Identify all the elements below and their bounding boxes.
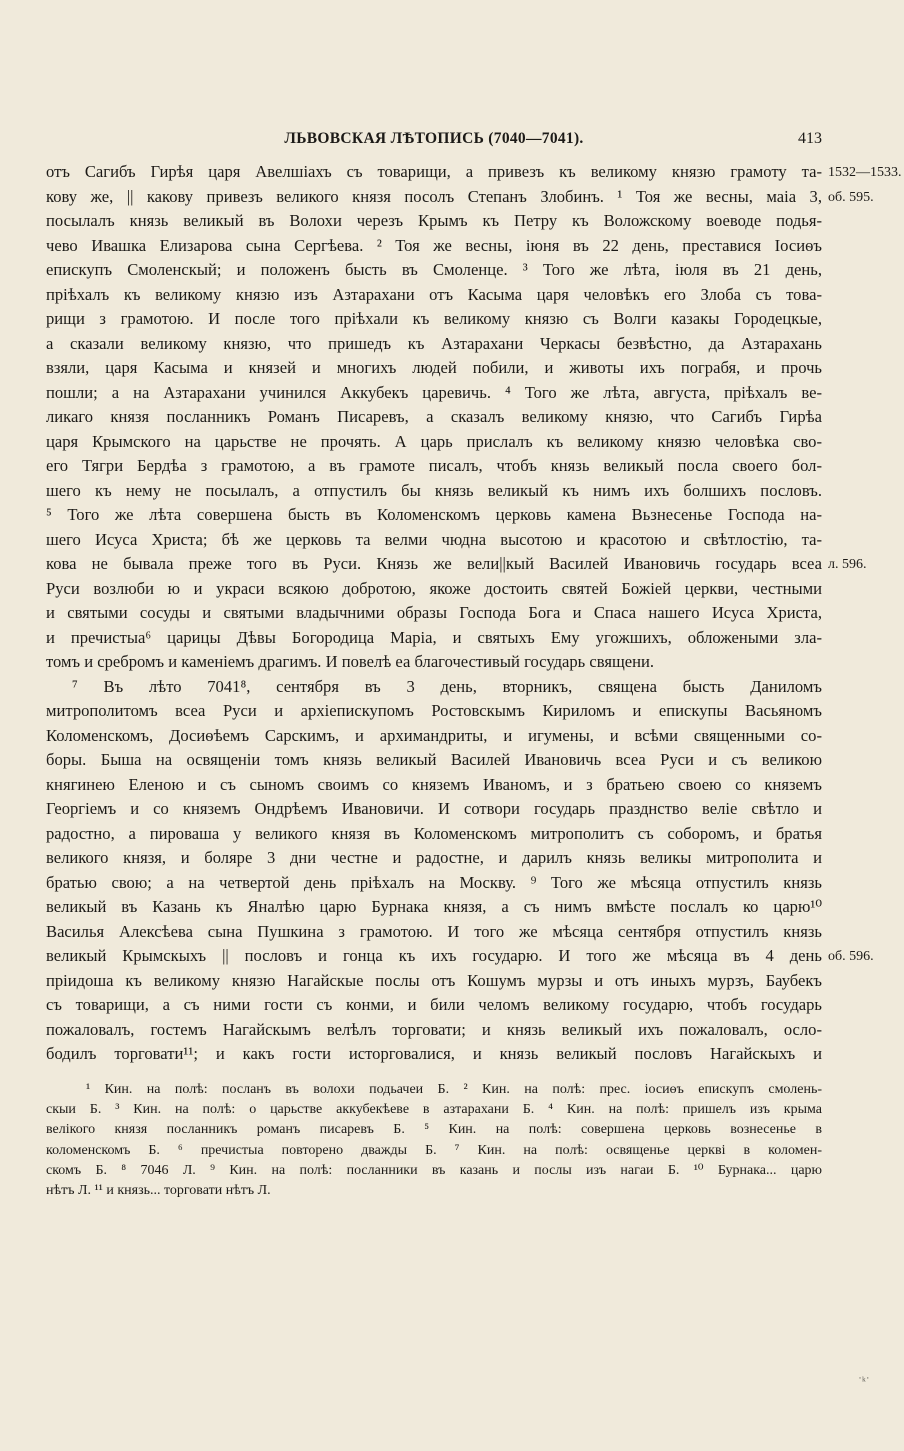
text-line: Руси возлюби ю и украси всякою добротою, якоже достоить святей Божiей церкви, честными — [46, 578, 822, 598]
text-line: кову же, || какову привезъ великого князя посолъ Степанъ Злобинъ. ¹ Тоя же весны, маiа 3, — [46, 186, 822, 206]
text-line: посылалъ князь великый въ Волохи черезъ Крымъ къ Петру къ Воложскому воеводе подья- — [46, 211, 822, 230]
text-line: прiидоша къ великому князю Нагайскые послы отъ Кошумъ мурзы и отъ иныхъ мурзъ, Баубекъ — [46, 970, 822, 990]
text-line: прiѣхалъ къ великому князю изъ Азтарахани отъ Касыма царя человѣкъ его Злоба съ това- — [46, 284, 822, 304]
text-line: ⁵ Того же лѣта совершена бысть въ Коломенскомъ церковь камена Вьзнесенье Господа на- — [46, 505, 822, 524]
text-line: бодилъ торговати¹¹; и какъ гости исторговалися, и князь великый пословъ Нагайскыхъ и — [46, 1044, 822, 1063]
footnote-line: коломенскомъ Б. ⁶ пречистыа повторено дважды Б. ⁷ Кин. на полѣ: освященье церквi в коломен- — [46, 1142, 822, 1158]
page-number: 413 — [798, 130, 822, 147]
text-line: братью свою; а на четвертой день прiѣхалъ на Москву. ⁹ Того же мѣсяца отпустилъ князь — [46, 872, 822, 892]
text-line: царя Крымского на царьстве не прочять. А царь прислалъ къ великому князю человѣка сво- — [46, 431, 822, 451]
margin-note: 1532—1533. — [828, 165, 902, 180]
text-line: епискупъ Смоленскый; и положенъ бысть въ Смоленце. ³ Того же лѣта, iюля въ 21 день, — [46, 260, 822, 279]
text-line: и пречистыа⁶ царицы Дѣвы Богородица Марiа, и святыхъ Ему угожшихъ, обложеными зла- — [46, 627, 822, 647]
text-line: отъ Сагибъ Гирѣя царя Авелшiахъ съ товарищи, а привезъ къ великому князю грамоту та- — [46, 162, 822, 181]
text-line: Коломенскомъ, Досиѳѣемъ Сарскимъ, и архимандриты, и игумены, и всѣми священными со- — [46, 725, 822, 745]
margin-note: л. 596. — [828, 557, 867, 572]
footnote-line: ¹ Кин. на полѣ: посланъ въ волохи подьачеи Б. ² Кин. на полѣ: прес. iосиѳъ епискупъ смолень- — [86, 1082, 822, 1097]
text-line: рищи з грамотою. И после того прiѣхали къ великому князю съ Волги казакы Городецкые, — [46, 309, 822, 328]
text-line: боры. Быша на освященiи томъ князь великый Василей Ивановичь всеа Руси и съ великою — [46, 750, 822, 769]
text-line: Георгiемъ и со княземъ Ондрѣемъ Ивановичи. И сотвори государь празднство велiе свѣтло и — [46, 799, 822, 818]
footnote-line: скомъ Б. ⁸ 7046 Л. ⁹ Кин. на полѣ: посланники въ казань и послы изъ нагаи Б. ¹⁰ Бурнака... царю — [46, 1162, 822, 1178]
text-line: и святыми сосуды и святыми владычними образы Господа Бога и Спаса нашего Исуса Христа, — [46, 603, 822, 622]
margin-note: об. 595. — [828, 189, 874, 205]
text-line: митрополитомъ всеа Руси и архiепискупомъ Ростовскымъ Кириломъ и епискупы Васьяномъ — [46, 701, 822, 720]
text-line: ликаго князя посланникъ Романъ Писаревъ, а сказалъ великому князю, что Сагибъ Гирѣа — [46, 407, 822, 426]
main-text — [46, 160, 822, 1067]
text-line: Василья Алексѣева сына Пушкина з грамотою. И того же мѣсяца сентября отпустилъ князь — [46, 921, 822, 941]
text-line: а сказали великому князю, что пришедъ къ Азтарахани Черкасы безвѣстно, да Азтарахань — [46, 333, 822, 353]
footnote-line: нѣтъ Л. ¹¹ и князь... торговати нѣтъ Л. — [46, 1182, 271, 1198]
text-line: томъ и сребромъ и каменiемъ драгимъ. И повелѣ еа благочестивый государь священи. — [46, 652, 655, 671]
text-line: кова не бывала преже того въ Руси. Князь же вели||кый Василей Ивановичь государь всеа — [46, 554, 822, 573]
text-line: шего къ нему не посылалъ, а отпустилъ бы князь великый къ нимъ ихъ болшихъ пословъ. — [46, 480, 822, 500]
text-line: его Тягри Бердѣа з грамотою, а въ грамоте писалъ, чтобъ князь великый посла своего бол- — [46, 456, 822, 475]
text-line: княгинею Еленою и съ сыномъ своимъ со княземъ Иваномъ, и з братьею своею со княземъ — [46, 774, 822, 794]
text-line: радостно, а пироваша у великого князя въ Коломенскомъ митрополитъ съ соборомъ, и братья — [46, 823, 822, 843]
text-line: шего Исуса Христа; бѣ же церковь та велми чюдна высотою и красотою и свѣтлостiю, та- — [46, 529, 822, 549]
footnotes — [46, 1080, 822, 1201]
margin-note: об. 596. — [828, 949, 874, 964]
page-title: ЛЬВОВСКАЯ ЛѢТОПИСЬ (7040—7041). — [284, 130, 584, 147]
footnote-line: велiкого князя посланникъ романъ писаревъ Б. ⁵ Кин. на полѣ: совершена церковь вознесенье в — [46, 1122, 822, 1138]
text-line: великый въ Казань къ Яналѣю царю Бурнака князя, а съ нимъ вмѣсте послалъ ко царю¹⁰ — [46, 897, 822, 916]
page-speck-mark: ˙ᵏ˙ — [858, 1374, 870, 1388]
running-head — [46, 130, 822, 150]
footnote-line: скыи Б. ³ Кин. на полѣ: о царьстве аккубекѣеве в азтарахани Б. ⁴ Кин. на полѣ: пришелъ изъ крыма — [46, 1102, 822, 1118]
text-line: пошли; а на Азтарахани учинился Аккубекъ царевичь. ⁴ Того же лѣта, августа, прiѣхалъ ве- — [46, 382, 822, 402]
text-line: ⁷ Въ лѣто 7041⁸, сентября въ 3 день, вторникъ, священа бысть Даниломъ — [72, 676, 822, 696]
text-line: взяли, царя Касыма и князей и многихъ людей побили, и животы ихъ пограбя, и прочь — [46, 358, 822, 377]
text-line: пожаловалъ, гостемъ Нагайскымъ велѣлъ торговати; и князь великый ихъ пожаловалъ, осло- — [46, 1019, 822, 1039]
text-line: чево Ивашка Елизарова сына Сергѣева. ² Тоя же весны, iюня въ 22 день, преставися Iосиѳъ — [46, 235, 822, 255]
text-line: съ товарищи, а съ ними гости съ конми, и били челомъ великому государю, чтобъ государь — [46, 995, 822, 1014]
text-line: великый Крымскыхъ || пословъ и гонца къ ихъ государю. И того же мѣсяца въ 4 день — [46, 946, 822, 965]
text-line: великого князя, и боляре 3 дни честне и радостне, и дарилъ князь великы митрополита и — [46, 848, 822, 867]
